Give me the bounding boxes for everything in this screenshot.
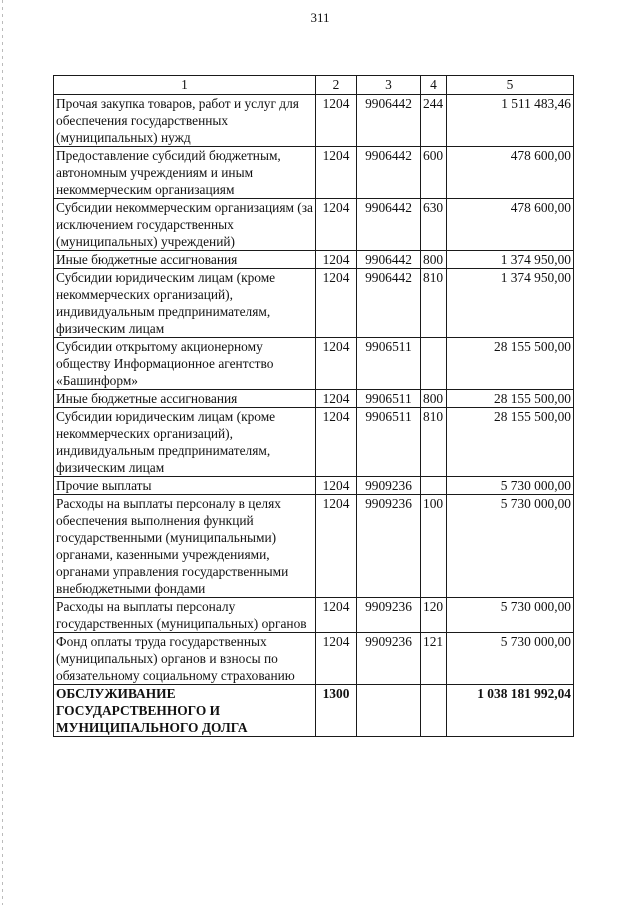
cell-amount: 5 730 000,00 [447, 633, 574, 685]
cell-article: 9906442 [357, 147, 421, 199]
table-row [54, 390, 574, 408]
table-row [54, 338, 574, 390]
cell-name: Иные бюджетные ассигнования [54, 390, 316, 408]
cell-name: Прочие выплаты [54, 477, 316, 495]
cell-expense-type: 120 [421, 598, 447, 633]
column-header-section: 2 [316, 76, 357, 95]
table-row [54, 495, 574, 598]
page-number: 311 [310, 10, 330, 25]
cell-section: 1204 [316, 251, 357, 269]
cell-name: Иные бюджетные ассигнования [54, 251, 316, 269]
cell-article: 9909236 [357, 633, 421, 685]
cell-section: 1204 [316, 199, 357, 251]
table-row [54, 95, 574, 147]
column-header-article: 3 [357, 76, 421, 95]
cell-article: 9906442 [357, 251, 421, 269]
cell-expense-type: 800 [421, 390, 447, 408]
table-row [54, 408, 574, 477]
cell-name: Фонд оплаты труда государственных (муниципальных) органов и взносы по обязательному социальному страхованию [54, 633, 316, 685]
table-row [54, 199, 574, 251]
scan-edge [2, 0, 3, 905]
cell-amount: 1 374 950,00 [447, 269, 574, 338]
cell-expense-type [421, 685, 447, 737]
cell-name: Субсидии юридическим лицам (кроме некоммерческих организаций), индивидуальным предпринимателям, физическим лицам [54, 408, 316, 477]
cell-amount: 1 374 950,00 [447, 251, 574, 269]
cell-name: Расходы на выплаты персоналу государственных (муниципальных) органов [54, 598, 316, 633]
cell-name: Прочая закупка товаров, работ и услуг для обеспечения государственных (муниципальных) нужд [54, 95, 316, 147]
cell-section: 1204 [316, 598, 357, 633]
header-row [54, 76, 574, 95]
cell-article: 9906511 [357, 338, 421, 390]
table-row [54, 251, 574, 269]
column-header-amount: 5 [447, 76, 574, 95]
cell-amount: 478 600,00 [447, 147, 574, 199]
cell-name: Субсидии юридическим лицам (кроме некоммерческих организаций), индивидуальным предпринимателям, физическим лицам [54, 269, 316, 338]
cell-article: 9906511 [357, 390, 421, 408]
cell-expense-type: 810 [421, 408, 447, 477]
cell-amount: 28 155 500,00 [447, 390, 574, 408]
budget-table [53, 75, 574, 737]
cell-amount: 5 730 000,00 [447, 495, 574, 598]
cell-article: 9909236 [357, 598, 421, 633]
cell-article: 9906442 [357, 95, 421, 147]
cell-expense-type: 600 [421, 147, 447, 199]
cell-article [357, 685, 421, 737]
cell-name: Предоставление субсидий бюджетным, автономным учреждениям и иным некоммерческим организациям [54, 147, 316, 199]
table-row [54, 598, 574, 633]
table-row [54, 269, 574, 338]
table-row [54, 685, 574, 737]
cell-amount: 1 511 483,46 [447, 95, 574, 147]
cell-amount: 28 155 500,00 [447, 338, 574, 390]
cell-amount: 5 730 000,00 [447, 598, 574, 633]
cell-amount: 28 155 500,00 [447, 408, 574, 477]
cell-name: Субсидии открытому акционерному обществу Информационное агентство «Башинформ» [54, 338, 316, 390]
cell-expense-type: 244 [421, 95, 447, 147]
cell-name: Субсидии некоммерческим организациям (за исключением государственных (муниципальных) учреждений) [54, 199, 316, 251]
cell-article: 9906511 [357, 408, 421, 477]
cell-name: ОБСЛУЖИВАНИЕ ГОСУДАРСТВЕННОГО И МУНИЦИПАЛЬНОГО ДОЛГА [54, 685, 316, 737]
cell-section: 1204 [316, 95, 357, 147]
cell-expense-type: 810 [421, 269, 447, 338]
cell-expense-type: 100 [421, 495, 447, 598]
cell-expense-type: 800 [421, 251, 447, 269]
cell-section: 1204 [316, 390, 357, 408]
cell-name: Расходы на выплаты персоналу в целях обеспечения выполнения функций государственными (муниципальными) органами, казенными учреждениями, органами управления государственными внебюджетными фондами [54, 495, 316, 598]
cell-amount: 5 730 000,00 [447, 477, 574, 495]
cell-article: 9909236 [357, 495, 421, 598]
cell-section: 1204 [316, 338, 357, 390]
cell-section: 1204 [316, 495, 357, 598]
cell-expense-type [421, 338, 447, 390]
cell-amount: 1 038 181 992,04 [447, 685, 574, 737]
cell-section: 1204 [316, 477, 357, 495]
cell-section: 1204 [316, 147, 357, 199]
cell-section: 1204 [316, 408, 357, 477]
cell-amount: 478 600,00 [447, 199, 574, 251]
cell-expense-type [421, 477, 447, 495]
table-row [54, 633, 574, 685]
column-header-name: 1 [54, 76, 316, 95]
cell-section: 1300 [316, 685, 357, 737]
table-header [54, 76, 574, 95]
table-row [54, 147, 574, 199]
cell-article: 9906442 [357, 199, 421, 251]
table-body [54, 95, 574, 737]
cell-section: 1204 [316, 633, 357, 685]
column-header-expense-type: 4 [421, 76, 447, 95]
cell-article: 9906442 [357, 269, 421, 338]
cell-section: 1204 [316, 269, 357, 338]
cell-article: 9909236 [357, 477, 421, 495]
cell-expense-type: 121 [421, 633, 447, 685]
table-row [54, 477, 574, 495]
cell-expense-type: 630 [421, 199, 447, 251]
